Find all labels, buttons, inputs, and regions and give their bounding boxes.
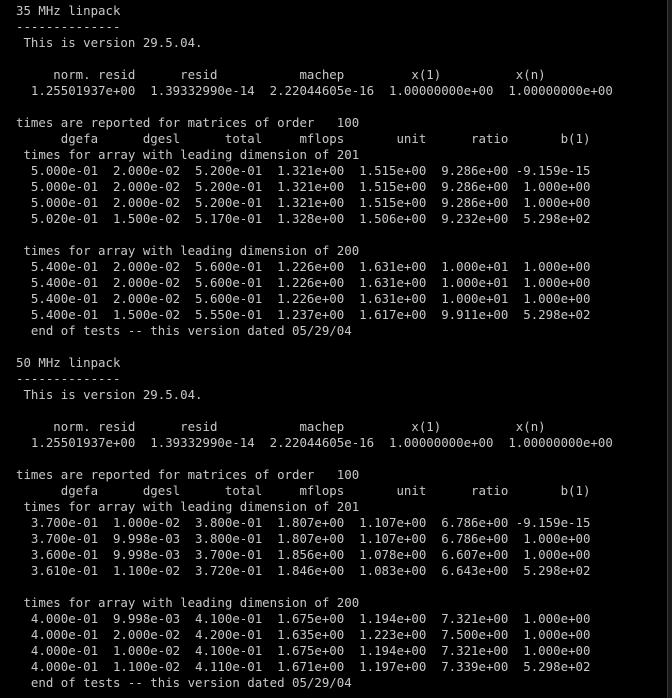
terminal-line: 4.000e-01 9.998e-03 4.100e-01 1.675e+00 1.194e+00 7.321e+00 1.000e+00 (16, 611, 591, 626)
terminal-line: -------------- (16, 371, 121, 386)
terminal-line: 3.610e-01 1.100e-02 3.720e-01 1.846e+00 1.083e+00 6.643e+00 5.298e+02 (16, 563, 591, 578)
terminal-line: times are reported for matrices of order 100 (16, 115, 360, 130)
terminal-line (16, 51, 613, 67)
terminal-line: 4.000e-01 2.000e-02 4.200e-01 1.635e+00 1.223e+00 7.500e+00 1.000e+00 (16, 627, 591, 642)
terminal-line: dgefa dgesl total mflops unit ratio b(1) (16, 483, 591, 498)
terminal-line: -------------- (16, 19, 121, 34)
terminal-line: 5.000e-01 2.000e-02 5.200e-01 1.321e+00 1.515e+00 9.286e+00 -9.159e-15 (16, 163, 591, 178)
terminal-line: end of tests -- this version dated 05/29/04 (16, 323, 352, 338)
terminal-line: 5.400e-01 2.000e-02 5.600e-01 1.226e+00 1.631e+00 1.000e+01 1.000e+00 (16, 291, 591, 306)
terminal-line (16, 99, 613, 115)
terminal-line: times for array with leading dimension of 201 (16, 499, 360, 514)
terminal-line: This is version 29.5.04. (16, 35, 203, 50)
terminal-line (16, 403, 613, 419)
terminal-line: times for array with leading dimension of 200 (16, 595, 360, 610)
terminal-line: 3.700e-01 9.998e-03 3.800e-01 1.807e+00 1.107e+00 6.786e+00 1.000e+00 (16, 531, 591, 546)
scrollbar[interactable] (668, 0, 672, 698)
terminal-line (16, 451, 613, 467)
terminal-line: norm. resid resid machep x(1) x(n) (16, 419, 546, 434)
terminal-line: 5.400e-01 2.000e-02 5.600e-01 1.226e+00 1.631e+00 1.000e+01 1.000e+00 (16, 275, 591, 290)
terminal-line: 5.020e-01 1.500e-02 5.170e-01 1.328e+00 1.506e+00 9.232e+00 5.298e+02 (16, 211, 591, 226)
terminal-line (16, 227, 613, 243)
terminal-line: times for array with leading dimension of 201 (16, 147, 360, 162)
terminal-line: 35 MHz linpack (16, 3, 121, 18)
terminal-line: 3.600e-01 9.998e-03 3.700e-01 1.856e+00 1.078e+00 6.607e+00 1.000e+00 (16, 547, 591, 562)
terminal-line: 1.25501937e+00 1.39332990e-14 2.22044605e-16 1.00000000e+00 1.00000000e+00 (16, 83, 613, 98)
terminal-line: 5.400e-01 2.000e-02 5.600e-01 1.226e+00 1.631e+00 1.000e+01 1.000e+00 (16, 259, 591, 274)
terminal-line: 5.000e-01 2.000e-02 5.200e-01 1.321e+00 1.515e+00 9.286e+00 1.000e+00 (16, 195, 591, 210)
terminal-line: norm. resid resid machep x(1) x(n) (16, 67, 546, 82)
terminal-line: 50 MHz linpack (16, 355, 121, 370)
terminal-line: dgefa dgesl total mflops unit ratio b(1) (16, 131, 591, 146)
terminal-output (16, 3, 613, 691)
terminal-line: 5.000e-01 2.000e-02 5.200e-01 1.321e+00 1.515e+00 9.286e+00 1.000e+00 (16, 179, 591, 194)
terminal-line: end of tests -- this version dated 05/29/04 (16, 675, 352, 690)
terminal-line: 1.25501937e+00 1.39332990e-14 2.22044605e-16 1.00000000e+00 1.00000000e+00 (16, 435, 613, 450)
terminal-line: This is version 29.5.04. (16, 387, 203, 402)
terminal-line: 3.700e-01 1.000e-02 3.800e-01 1.807e+00 1.107e+00 6.786e+00 -9.159e-15 (16, 515, 591, 530)
terminal-line: 5.400e-01 1.500e-02 5.550e-01 1.237e+00 1.617e+00 9.911e+00 5.298e+02 (16, 307, 591, 322)
terminal-line (16, 579, 613, 595)
terminal-line: 4.000e-01 1.000e-02 4.100e-01 1.675e+00 1.194e+00 7.321e+00 1.000e+00 (16, 643, 591, 658)
terminal-line: 4.000e-01 1.100e-02 4.110e-01 1.671e+00 1.197e+00 7.339e+00 5.298e+02 (16, 659, 591, 674)
terminal-line: times are reported for matrices of order 100 (16, 467, 360, 482)
terminal-line (16, 339, 613, 355)
terminal-line: times for array with leading dimension of 200 (16, 243, 360, 258)
